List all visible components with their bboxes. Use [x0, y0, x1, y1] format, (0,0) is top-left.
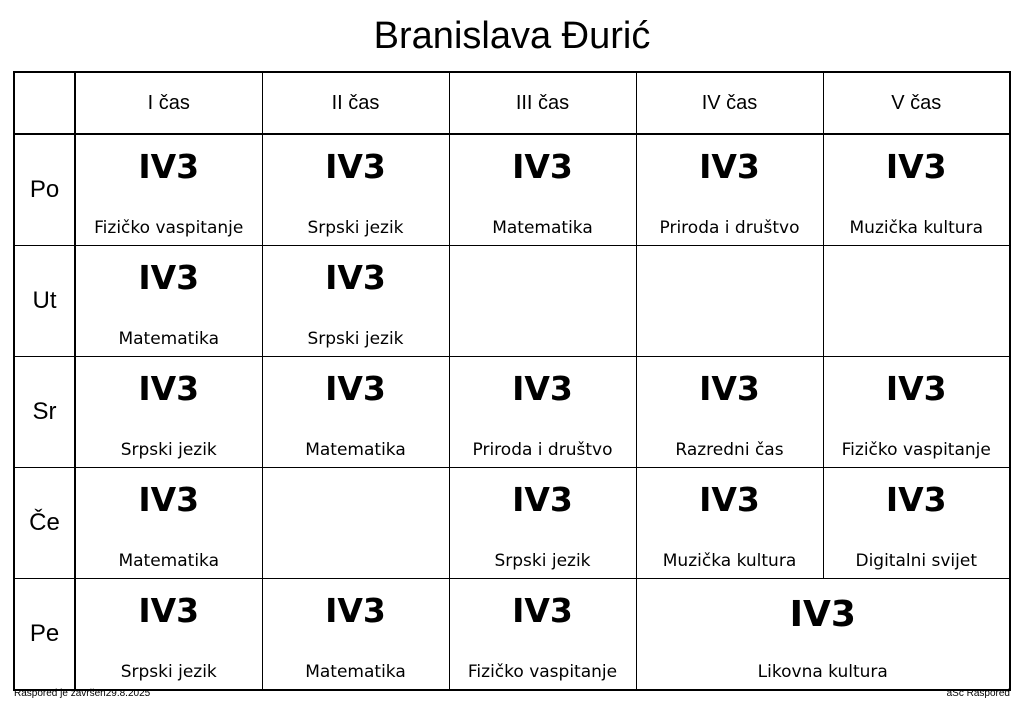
subject-name: Likovna kultura [757, 662, 888, 682]
class-code: IV3 [512, 369, 573, 408]
subject-name: Srpski jezik [120, 440, 217, 460]
class-code: IV3 [512, 591, 573, 630]
class-code: IV3 [885, 480, 947, 519]
class-code: IV3 [138, 480, 200, 519]
lesson-cell [636, 468, 823, 579]
header-row [14, 72, 1010, 134]
subject-name: Srpski jezik [307, 218, 404, 238]
class-code: IV3 [789, 594, 856, 635]
lesson-cell [823, 468, 1010, 579]
period-header-3: III čas [449, 72, 636, 134]
lesson-cell [75, 357, 262, 468]
table-row [14, 579, 1010, 691]
table-row [14, 468, 1010, 579]
subject-name: Matematika [118, 551, 220, 571]
table-row [14, 246, 1010, 357]
subject-name: Matematika [305, 440, 406, 460]
lesson-cell [449, 579, 636, 691]
subject-name: Fizičko vaspitanje [94, 218, 244, 238]
class-code: IV3 [325, 369, 386, 408]
class-code: IV3 [699, 480, 760, 519]
period-header-5: V čas [823, 72, 1010, 134]
lesson-cell [262, 246, 449, 357]
class-code: IV3 [512, 480, 573, 519]
lesson-cell [636, 357, 823, 468]
subject-name: Digitalni svijet [855, 551, 978, 571]
class-code: IV3 [138, 258, 200, 297]
class-code: IV3 [325, 591, 386, 630]
completion-note: Raspored je završen29.8.2025 [14, 688, 151, 699]
subject-name: Priroda i društvo [472, 440, 613, 460]
period-header-4: IV čas [636, 72, 823, 134]
timetable [13, 71, 1011, 691]
subject-name: Srpski jezik [307, 329, 404, 349]
lesson-cell [262, 579, 449, 691]
subject-name: Srpski jezik [120, 662, 217, 682]
corner-cell [14, 72, 75, 134]
class-code: IV3 [138, 591, 200, 630]
table-row [14, 134, 1010, 246]
day-label: Pe [14, 579, 75, 691]
class-code: IV3 [325, 258, 386, 297]
empty-cell [449, 246, 636, 357]
empty-cell [262, 468, 449, 579]
lesson-cell [75, 468, 262, 579]
lesson-cell [449, 357, 636, 468]
class-code: IV3 [699, 147, 760, 186]
page-title: Branislava Đurić [373, 15, 651, 57]
lesson-cell [75, 246, 262, 357]
class-code: IV3 [325, 147, 386, 186]
lesson-cell [75, 579, 262, 691]
subject-name: Muzička kultura [849, 218, 983, 238]
day-label: Če [14, 468, 75, 579]
subject-name: Priroda i društvo [659, 218, 800, 238]
subject-name: Fizičko vaspitanje [841, 440, 991, 460]
lesson-cell [823, 357, 1010, 468]
lesson-cell [449, 134, 636, 246]
class-code: IV3 [699, 369, 760, 408]
subject-name: Srpski jezik [494, 551, 591, 571]
class-code: IV3 [885, 147, 947, 186]
subject-name: Matematika [305, 662, 406, 682]
lesson-cell [449, 468, 636, 579]
class-code: IV3 [138, 369, 200, 408]
lesson-cell [636, 134, 823, 246]
subject-name: Matematika [118, 329, 220, 349]
day-label: Po [14, 134, 75, 246]
class-code: IV3 [885, 369, 947, 408]
subject-name: Matematika [492, 218, 593, 238]
lesson-cell [75, 134, 262, 246]
double-lesson-cell [636, 579, 1010, 691]
lesson-cell [262, 357, 449, 468]
empty-cell [823, 246, 1010, 357]
class-code: IV3 [512, 147, 573, 186]
day-label: Sr [14, 357, 75, 468]
subject-name: Razredni čas [675, 440, 784, 460]
software-credit: aSc Raspored [946, 688, 1010, 699]
subject-name: Fizičko vaspitanje [467, 662, 618, 682]
lesson-cell [823, 134, 1010, 246]
lesson-cell [262, 134, 449, 246]
period-header-2: II čas [262, 72, 449, 134]
table-row [14, 357, 1010, 468]
period-header-1: I čas [75, 72, 262, 134]
class-code: IV3 [138, 147, 200, 186]
day-label: Ut [14, 246, 75, 357]
empty-cell [636, 246, 823, 357]
subject-name: Muzička kultura [662, 551, 797, 571]
